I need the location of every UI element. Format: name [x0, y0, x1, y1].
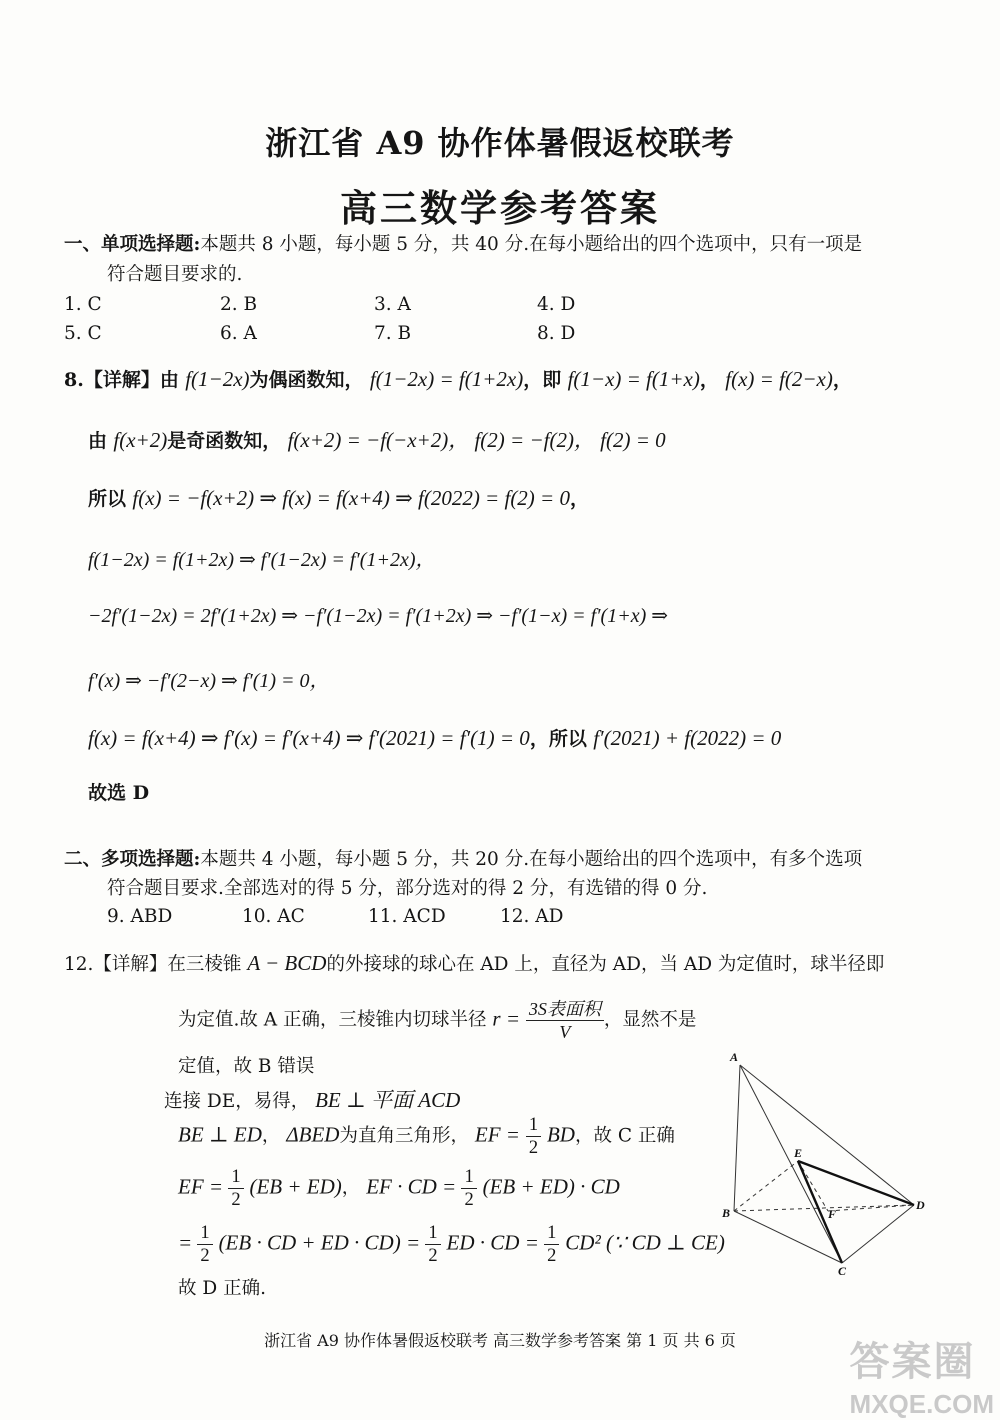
edge-bc	[734, 1211, 842, 1263]
page-title: 浙江省 A9 协作体暑假返校联考	[265, 124, 735, 162]
vertex-label-f: F	[828, 1207, 837, 1221]
pyramid-figure	[718, 1045, 938, 1275]
answer-3: 3. A	[374, 294, 411, 315]
q8-line-3: 所以 f(x) = −f(x+2) ⇒ f(x) = f(x+4) ⇒ f(2022) = f(2) = 0，	[88, 486, 589, 510]
page-subtitle: 高三数学参考答案	[340, 186, 660, 230]
q8-line-7: f(x) = f(x+4) ⇒ f′(x) = f′(x+4) ⇒ f′(2021) = f′(1) = 0，所以 f′(2021) + f(2022) = 0	[88, 726, 782, 750]
segment-be-hidden	[734, 1161, 798, 1211]
answer-12: 12. AD	[500, 906, 564, 927]
half-fraction-5: $\frac{1}{2}$	[425, 1222, 440, 1267]
answer-5: 5. C	[64, 323, 102, 344]
edge-ab	[734, 1065, 740, 1211]
segment-fd-hidden	[828, 1205, 914, 1211]
section-2-label: 二、多项选择题:	[64, 849, 201, 870]
vertex-label-c: C	[838, 1264, 847, 1275]
q12-line-7: = $\frac{1}{2}$ (EB · CD + ED · CD) = $\frac{1}{2}$ ED · CD = $\frac{1}{2}$ CD² (∵ CD ⊥ CE)	[178, 1223, 725, 1266]
section-1-desc-b: 符合题目要求的.	[107, 264, 243, 285]
answer-7: 7. B	[374, 323, 412, 344]
q12-line-6: EF = $\frac{1}{2}$ (EB + ED)， EF · CD = $\frac{1}{2}$ (EB + ED) · CD	[178, 1167, 620, 1210]
answer-2: 2. B	[220, 294, 258, 315]
section-1-label: 一、单项选择题:	[64, 234, 201, 255]
answer-9: 9. ABD	[107, 906, 173, 927]
section-2-heading	[64, 845, 944, 875]
q12-line-3: 定值，故 B 错误	[178, 1056, 315, 1077]
watermark-url: MXQE.COM	[849, 1389, 994, 1419]
section-1-heading	[64, 230, 944, 260]
answer-1: 1. C	[64, 294, 102, 315]
edge-ac	[740, 1065, 842, 1263]
answer-4: 4. D	[537, 294, 576, 315]
answer-10: 10. AC	[242, 906, 305, 927]
answer-11: 11. ACD	[368, 906, 446, 927]
edge-ad	[740, 1065, 914, 1205]
q12-line-5: BE ⊥ ED， ΔBED为直角三角形， EF = $\frac{1}{2}$ BD，故 C 正确	[178, 1115, 675, 1158]
q12-line-2: 为定值.故 A 正确，三棱锥内切球半径 r = $\frac{\text{3S表面积}}{V}$ ，显然不是	[178, 999, 697, 1042]
q12-line-1: 12.【详解】在三棱锥 A − BCD的外接球的球心在 AD 上，直径为 AD，当 AD 为定值时，球半径即	[64, 951, 885, 975]
vertex-label-b: B	[722, 1206, 731, 1220]
inradius-fraction: $\frac{\text{3S表面积}}{V}$	[526, 998, 604, 1043]
q8-conclusion: 故选 D	[88, 782, 150, 804]
vertex-label-e: E	[794, 1146, 803, 1160]
section-2-desc-a: 本题共 4 小题，每小题 5 分，共 20 分.在每小题给出的四个选项中，有多个选项	[200, 849, 863, 870]
q12-line-4: 连接 DE，易得， BE ⊥ 平面 ACD	[164, 1088, 461, 1112]
section-2-desc-b: 符合题目要求.全部选对的得 5 分，部分选对的得 2 分，有选错的得 0 分.	[107, 878, 708, 899]
q12-conclusion: 故 D 正确.	[178, 1278, 266, 1299]
q8-line-2: 由 f(x+2)是奇函数知， f(x+2) = −f(−x+2)， f(2) = −f(2)， f(2) = 0	[88, 428, 666, 452]
watermark-text: 答案圈	[849, 1338, 976, 1385]
answer-6: 6. A	[220, 323, 257, 344]
q8-line-6: f′(x) ⇒ −f′(2−x) ⇒ f′(1) = 0，	[88, 670, 330, 692]
half-fraction-4: $\frac{1}{2}$	[197, 1222, 212, 1267]
half-fraction-6: $\frac{1}{2}$	[544, 1222, 559, 1267]
q8-line-4: f(1−2x) = f(1+2x) ⇒ f′(1−2x) = f′(1+2x)，	[88, 549, 436, 571]
half-fraction-2: $\frac{1}{2}$	[228, 1166, 243, 1211]
vertex-label-a: A	[730, 1050, 739, 1064]
watermark	[850, 1330, 994, 1420]
half-fraction: $\frac{1}{2}$	[526, 1114, 541, 1159]
section-1-desc-a: 本题共 8 小题，每小题 5 分，共 40 分.在每小题给出的四个选项中，只有一项是	[200, 234, 863, 255]
edge-cd	[842, 1205, 914, 1263]
q8-line-5: −2f′(1−2x) = 2f′(1+2x) ⇒ −f′(1−2x) = f′(1+2x) ⇒ −f′(1−x) = f′(1+x) ⇒	[88, 605, 668, 627]
answer-8: 8. D	[537, 323, 576, 344]
edge-bd-hidden	[734, 1205, 914, 1211]
half-fraction-3: $\frac{1}{2}$	[461, 1166, 476, 1211]
vertex-label-d: D	[916, 1198, 925, 1212]
q8-line-1: 8.【详解】由 f(1−2x)为偶函数知， f(1−2x) = f(1+2x)，即 f(1−x) = f(1+x)， f(x) = f(2−x)，	[64, 367, 852, 391]
page-footer: 浙江省 A9 协作体暑假返校联考 高三数学参考答案 第 1 页 共 6 页	[264, 1331, 736, 1350]
